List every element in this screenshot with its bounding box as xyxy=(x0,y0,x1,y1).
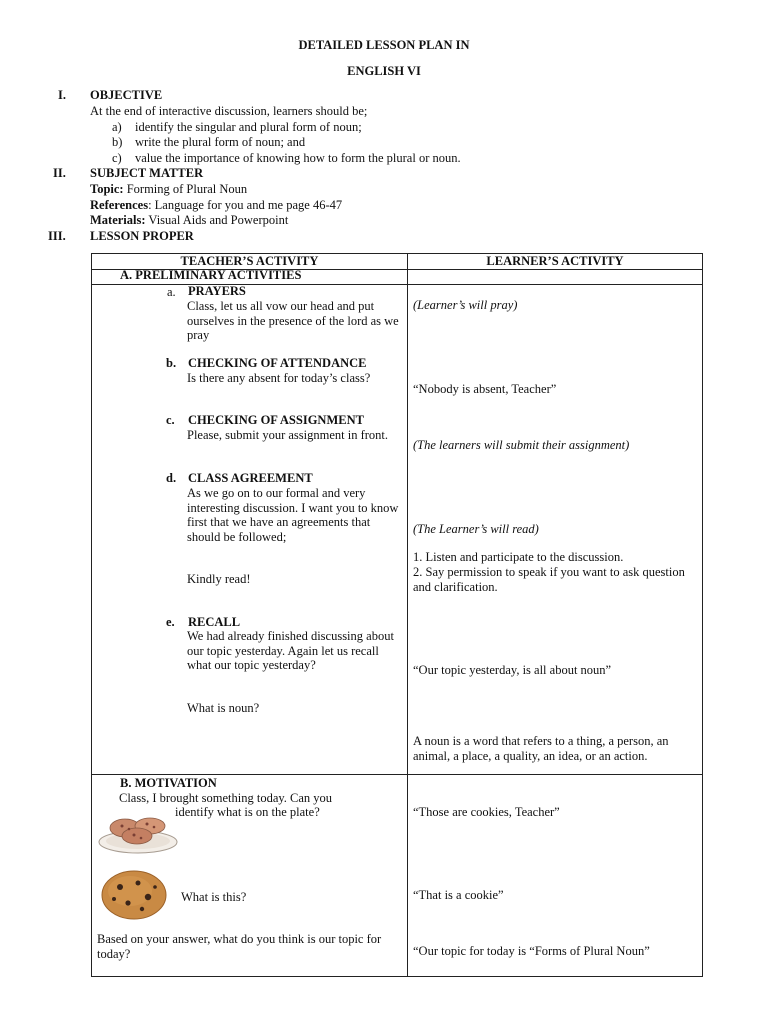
agreement-response: (The Learner’s will read) xyxy=(413,522,539,536)
agreement-heading: CLASS AGREEMENT xyxy=(188,471,313,485)
motivation-response-2: “That is a cookie” xyxy=(413,888,504,902)
attendance-text: Is there any absent for today’s class? xyxy=(187,371,371,385)
attendance-marker: b. xyxy=(166,356,177,370)
references-label: References xyxy=(90,198,149,212)
section-a-divider xyxy=(92,284,702,285)
teacher-column-header: TEACHER’S ACTIVITY xyxy=(180,254,319,268)
cookie-image xyxy=(100,869,168,921)
column-divider xyxy=(407,254,408,976)
motivation-line-1: Class, I brought something today. Can you xyxy=(119,791,333,805)
objective-marker-b: b) xyxy=(112,135,123,149)
recall-heading: RECALL xyxy=(188,615,241,629)
learner-column-header: LEARNER’S ACTIVITY xyxy=(486,254,624,268)
prayers-response: (Learner’s will pray) xyxy=(413,298,518,312)
motivation-heading: B. MOTIVATION xyxy=(120,776,217,790)
document-title: DETAILED LESSON PLAN IN xyxy=(298,38,470,52)
lesson-heading: LESSON PROPER xyxy=(90,229,194,243)
objective-item-c: value the importance of knowing how to form the plural or noun. xyxy=(135,151,461,165)
attendance-response: “Nobody is absent, Teacher” xyxy=(413,382,557,396)
document-subtitle: ENGLISH VI xyxy=(347,64,421,78)
topic-line xyxy=(90,182,247,197)
assignment-marker: c. xyxy=(166,413,175,427)
topic-value: Forming of Plural Noun xyxy=(123,182,248,196)
subject-heading: SUBJECT MATTER xyxy=(90,166,204,180)
recall-answer: A noun is a word that refers to a thing, a person, an animal, a place, a quality, an idea, or an action. xyxy=(413,734,669,763)
recall-marker: e. xyxy=(166,615,175,629)
section-number-objective: I. xyxy=(58,88,66,102)
agreement-marker: d. xyxy=(166,471,177,485)
materials-label: Materials: xyxy=(90,213,146,227)
attendance-heading: CHECKING OF ATTENDANCE xyxy=(188,356,367,370)
agreement-text: As we go on to our formal and very interesting discussion. I want you to know first that we have an agreements that should be followed; xyxy=(187,486,399,544)
recall-response: “Our topic yesterday, is all about noun” xyxy=(413,663,612,677)
section-number-subject: II. xyxy=(53,166,66,180)
topic-label: Topic: xyxy=(90,182,124,196)
materials-line xyxy=(90,213,288,228)
agreement-kindly-read: Kindly read! xyxy=(187,572,251,586)
objective-intro: At the end of interactive discussion, learners should be; xyxy=(90,104,368,118)
cookie-plate-image xyxy=(97,812,179,856)
references-value: : Language for you and me page 46-47 xyxy=(148,198,343,212)
recall-text: We had already finished discussing about our topic yesterday. Again let us recall what our topic yesterday? xyxy=(187,629,394,672)
section-number-lesson: III. xyxy=(48,229,66,243)
motivation-response-1: “Those are cookies, Teacher” xyxy=(413,805,560,819)
prayers-text: Class, let us all vow our head and put ourselves in the presence of the lord as we pray xyxy=(187,299,399,342)
activity-table xyxy=(91,253,703,977)
objective-marker-c: c) xyxy=(112,151,122,165)
prayers-marker: a. xyxy=(167,285,176,299)
assignment-heading: CHECKING OF ASSIGNMENT xyxy=(188,413,364,427)
assignment-text: Please, submit your assignment in front. xyxy=(187,428,389,442)
motivation-response-3: “Our topic for today is “Forms of Plural Noun” xyxy=(413,944,650,958)
section-a-heading: A. PRELIMINARY ACTIVITIES xyxy=(120,268,302,282)
agreement-rule-1: 1. Listen and participate to the discussion. xyxy=(413,550,624,564)
objective-item-b: write the plural form of noun; and xyxy=(135,135,306,149)
motivation-line-2: identify what is on the plate? xyxy=(175,805,320,819)
section-b-divider xyxy=(92,774,702,775)
recall-question: What is noun? xyxy=(187,701,260,715)
motivation-question-2: What is this? xyxy=(181,890,247,904)
assignment-response: (The learners will submit their assignment) xyxy=(413,438,630,452)
motivation-question-3: Based on your answer, what do you think is our topic for today? xyxy=(97,932,382,961)
objective-item-a: identify the singular and plural form of noun; xyxy=(135,120,362,134)
references-line xyxy=(90,198,342,213)
materials-value: Visual Aids and Powerpoint xyxy=(145,213,289,227)
objective-heading: OBJECTIVE xyxy=(90,88,163,102)
prayers-heading: PRAYERS xyxy=(188,284,246,298)
objective-marker-a: a) xyxy=(112,120,122,134)
agreement-rule-2: 2. Say permission to speak if you want to ask question and clarification. xyxy=(413,565,685,594)
